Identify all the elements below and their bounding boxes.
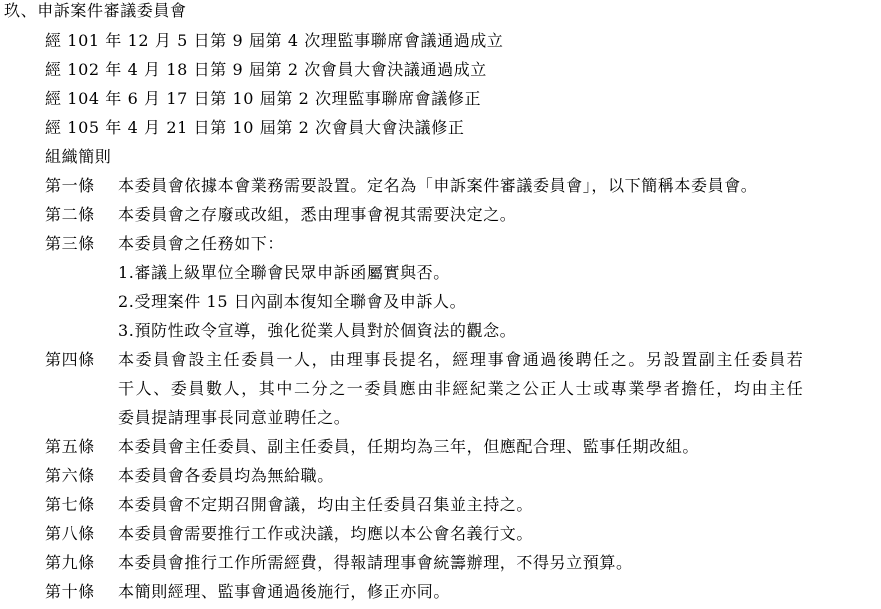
article-7-text: 本委員會不定期召開會議，均由主任委員召集並主持之。 xyxy=(118,495,534,514)
article-6-text: 本委員會各委員均為無給職。 xyxy=(118,466,334,485)
page-title: 玖、申訴案件審議委員會 xyxy=(4,1,187,20)
article-5-text: 本委員會主任委員、副主任委員，任期均為三年，但應配合理、監事任期改組。 xyxy=(118,437,700,456)
article-2-text: 本委員會之存廢或改組，悉由理事會視其需要決定之。 xyxy=(118,205,517,224)
history-line-1: 經 101 年 12 月 5 日第 9 屆第 4 次理監事聯席會議通過成立 xyxy=(45,31,504,50)
article-8-text: 本委員會需要推行工作或決議，均應以本公會名義行文。 xyxy=(118,524,534,543)
article-4-label: 第四條 xyxy=(45,350,95,369)
article-9-text: 本委員會推行工作所需經費，得報請理事會統籌辦理，不得另立預算。 xyxy=(118,553,633,572)
article-1-label: 第一條 xyxy=(45,176,95,195)
article-4-text-line-2: 干人、委員數人，其中二分之一委員應由非經紀業之公正人士或專業學者擔任，均由主任 xyxy=(118,379,805,398)
history-line-3: 經 104 年 6 月 17 日第 10 屆第 2 次理監事聯席會議修正 xyxy=(45,89,482,108)
history-line-2: 經 102 年 4 月 18 日第 9 屆第 2 次會員大會決議通過成立 xyxy=(45,60,487,79)
article-6-label: 第六條 xyxy=(45,466,95,485)
article-3-text: 本委員會之任務如下： xyxy=(118,234,285,253)
article-2-label: 第二條 xyxy=(45,205,95,224)
article-10-label: 第十條 xyxy=(45,582,95,601)
article-4-text-line-3: 委員提請理事長同意並聘任之。 xyxy=(118,408,351,427)
article-8-label: 第八條 xyxy=(45,524,95,543)
article-3-item-2: 2.受理案件 15 日內副本復知全聯會及申訴人。 xyxy=(118,292,467,311)
article-3-label: 第三條 xyxy=(45,234,95,253)
article-3-item-1: 1.審議上級單位全聯會民眾申訴函屬實與否。 xyxy=(118,263,450,282)
section-heading: 組織簡則 xyxy=(45,147,112,166)
article-1-text: 本委員會依據本會業務需要設置。定名為「申訴案件審議委員會」，以下簡稱本委員會。 xyxy=(118,176,758,195)
article-10-text: 本簡則經理、監事會通過後施行，修正亦同。 xyxy=(118,582,451,601)
article-3-item-3: 3.預防性政令宣導，強化從業人員對於個資法的觀念。 xyxy=(118,321,517,340)
article-9-label: 第九條 xyxy=(45,553,95,572)
article-7-label: 第七條 xyxy=(45,495,95,514)
history-line-4: 經 105 年 4 月 21 日第 10 屆第 2 次會員大會決議修正 xyxy=(45,118,465,137)
article-5-label: 第五條 xyxy=(45,437,95,456)
article-4-text-line-1: 本委員會設主任委員一人，由理事長提名，經理事會通過後聘任之。另設置副主任委員若 xyxy=(118,350,805,369)
